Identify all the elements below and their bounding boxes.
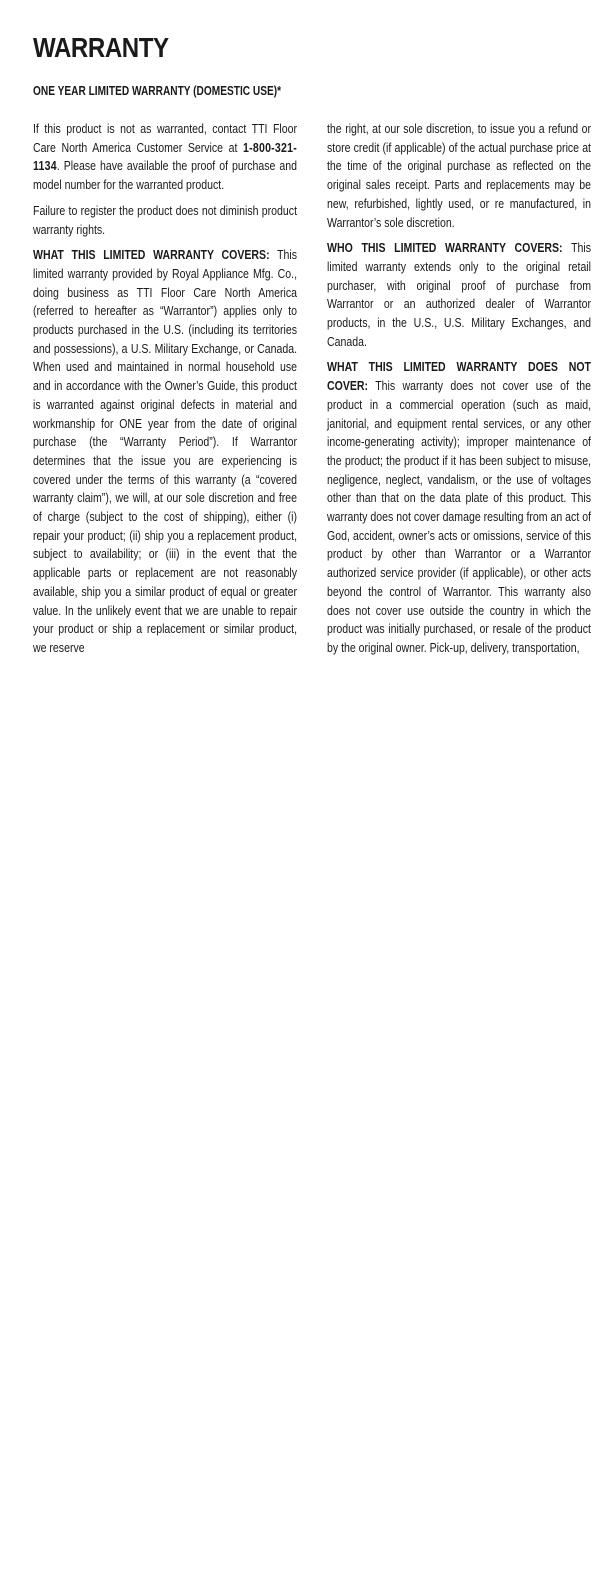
not-covered-body: This warranty does not cover use of the product in a commercial operation (such as maid, janitorial, and equipment rental services, or any other income-generating activity); improper maintenance of the product; the product if it has been subject to misuse, negligence, neglect, vandalism, or the use of voltages other than that on the data plate of this product. This warranty does not cover damage resulting from an act of God, accident, owner’s acts or omissions, service of this product by other than Warrantor or a Warrantor authorized service provider (if applicable), or other acts beyond the control of Warrantor. This warranty also does not cover use outside the country in which the product was initially purchased, or resale of the product by the original owner. Pick-up, delivery, transportation, <box>327 378 591 655</box>
covers-body: This limited warranty provided by Royal Appliance Mfg. Co., doing business as TTI Floor Care North America (referred to hereafter as “Warrantor”) applies only to products purchased in the U.S. (including its territories and possessions), a U.S. Military Exchange, or Canada. When used and maintained in normal household use and in accordance with the Owner’s Guide, this product is warranted against original defects in material and workmanship for ONE year from the date of original purchase (the “Warranty Period”). If Warrantor determines that the issue you are experiencing is covered under the terms of this warranty (a “covered warranty claim”), we will, at our sole discretion and free of charge (subject to the cost of shipping), either (i) repair your product; (ii) ship you a replacement product, subject to availability; or (iii) in the event that the applicable parts or replacement are not reasonably available, ship you a similar product of equal or greater value. In the unlikely event that we are unable to repair your product or ship a replacement or similar product, we reserve <box>33 247 297 655</box>
who-covers-paragraph <box>327 239 591 351</box>
contact-paragraph <box>33 120 297 195</box>
who-covers-heading: WHO THIS LIMITED WARRANTY COVERS: <box>327 240 563 256</box>
contact-text-start: If this product is not as warranted, contact TTI Floor Care North America Customer Service at <box>33 121 297 155</box>
covers-heading: WHAT THIS LIMITED WARRANTY COVERS: <box>33 247 270 263</box>
customer-service-phone: 1-800-321-1134 <box>33 139 297 174</box>
right-column <box>327 120 591 665</box>
not-covered-heading: WHAT THIS LIMITED WARRANTY DOES NOT COVER: <box>327 359 591 394</box>
refund-paragraph: the right, at our sole discretion, to issue you a refund or store credit (if applicable) of the actual purchase price at the time of the original purchase as reflected on the original sales receipt. Parts and replacements may be new, refurbished, lightly used, or re manufactured, in Warrantor’s sole discretion. <box>327 121 591 230</box>
registration-paragraph: Failure to register the product does not diminish product warranty rights. <box>33 202 297 237</box>
not-covered-paragraph <box>327 358 591 657</box>
left-column <box>33 120 297 665</box>
warranty-subtitle: ONE YEAR LIMITED WARRANTY (DOMESTIC USE)* <box>33 83 282 98</box>
covers-paragraph <box>33 246 297 657</box>
page-title: WARRANTY <box>33 32 169 63</box>
who-covers-body: This limited warranty extends only to the original retail purchaser, with original proof of purchase from Warrantor or an authorized dealer of Warrantor products, in the U.S., U.S. Military Exchanges, and Canada. <box>327 240 591 349</box>
contact-text-end: . Please have available the proof of purchase and model number for the warranted product. <box>33 158 297 193</box>
